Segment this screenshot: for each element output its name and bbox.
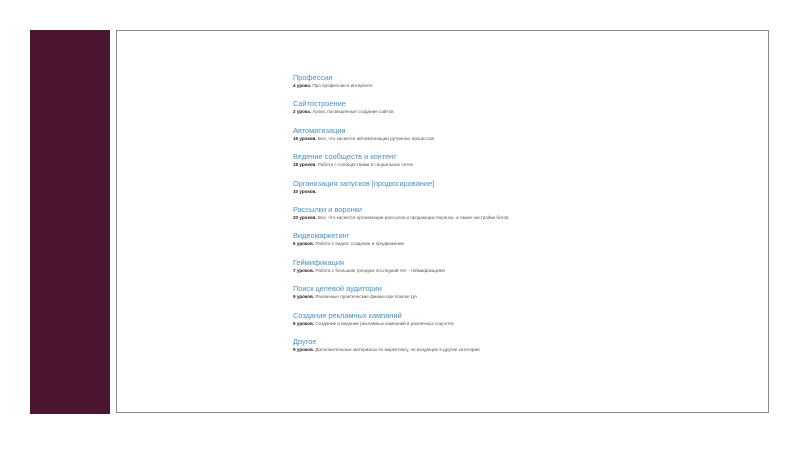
- sidebar: [30, 30, 110, 414]
- course-title-link[interactable]: Другое: [293, 336, 317, 346]
- course-description: [293, 214, 713, 221]
- lesson-count: 4 урока.: [293, 83, 312, 88]
- course-description: [293, 346, 713, 353]
- course-title-link[interactable]: Видеомаркетинг: [293, 231, 350, 241]
- content-frame: [116, 30, 769, 413]
- course-item-launches: [293, 179, 713, 205]
- course-title-link[interactable]: Организация запусков [продюсирование]: [293, 178, 435, 188]
- lesson-count: 9 уроков.: [293, 294, 315, 300]
- lesson-count: 2 урока.: [293, 109, 312, 115]
- lesson-count: 6 уроков.: [293, 241, 315, 247]
- course-desc-text: Работа с видео: создание и продвижение: [315, 241, 405, 247]
- course-desc-text: Работа с большим трендом последний лет - геймификацией: [315, 267, 445, 273]
- course-description: [293, 82, 713, 89]
- course-title-link[interactable]: Создание рекламных кампаний: [293, 310, 402, 320]
- lesson-count: 18 уроков.: [293, 162, 317, 168]
- course-item-target-audience: [293, 284, 713, 310]
- course-description: [293, 267, 713, 274]
- course-item-other: [293, 337, 713, 363]
- course-title-link[interactable]: Сайтостроение: [293, 99, 346, 109]
- course-desc-text: Все, что касается организации рассылок и продающих воронок, а также настройки ботов: [317, 214, 509, 220]
- course-title-link[interactable]: Поиск целевой аудитории: [293, 284, 382, 294]
- course-item-mailings: [293, 205, 713, 231]
- lesson-count: 9 уроков.: [293, 320, 315, 326]
- course-desc-text: Дополнительные материалы по маркетингу, не входящие в другие категории: [315, 346, 480, 352]
- course-item-video-marketing: [293, 231, 713, 257]
- course-list: [293, 73, 713, 363]
- course-title-link[interactable]: Ведение сообществ и контент: [293, 152, 397, 162]
- course-item-gamification: [293, 258, 713, 284]
- course-description: [293, 108, 713, 115]
- course-description: [293, 135, 713, 142]
- lesson-count: 20 уроков.: [293, 214, 317, 220]
- lesson-count: 9 уроков.: [293, 346, 315, 352]
- course-title-link[interactable]: Автоматизация: [293, 125, 346, 135]
- course-item-ad-campaigns: [293, 311, 713, 337]
- lesson-count: 16 уроков.: [293, 135, 317, 141]
- lesson-count: 10 уроков.: [293, 188, 317, 194]
- course-item-communities: [293, 152, 713, 178]
- course-desc-text: Про профессии в интернете: [312, 83, 373, 88]
- course-title-link[interactable]: Профессии: [293, 73, 333, 82]
- course-item-automation: [293, 126, 713, 152]
- course-title-link[interactable]: Геймификация: [293, 257, 345, 267]
- course-description: [293, 293, 713, 300]
- course-desc-text: Уроки, посвященные создание сайтов: [312, 109, 394, 115]
- course-description: [293, 161, 713, 168]
- course-description: [293, 320, 713, 327]
- course-description: [293, 188, 713, 195]
- course-description: [293, 240, 713, 247]
- course-item-professions: [293, 73, 713, 99]
- course-desc-text: Создание и ведение рекламных кампаний в различных соцсетях: [315, 320, 454, 326]
- lesson-count: 7 уроков.: [293, 267, 315, 273]
- course-desc-text: Различные практические фишки при поиске ЦА: [315, 294, 418, 300]
- course-desc-text: Работа с сообществами в социальных сетях: [317, 162, 414, 168]
- course-title-link[interactable]: Рассылки и воронки: [293, 204, 363, 214]
- course-desc-text: Все, что касается автоматизации рутинных процессов: [317, 135, 434, 141]
- course-item-site-building: [293, 99, 713, 125]
